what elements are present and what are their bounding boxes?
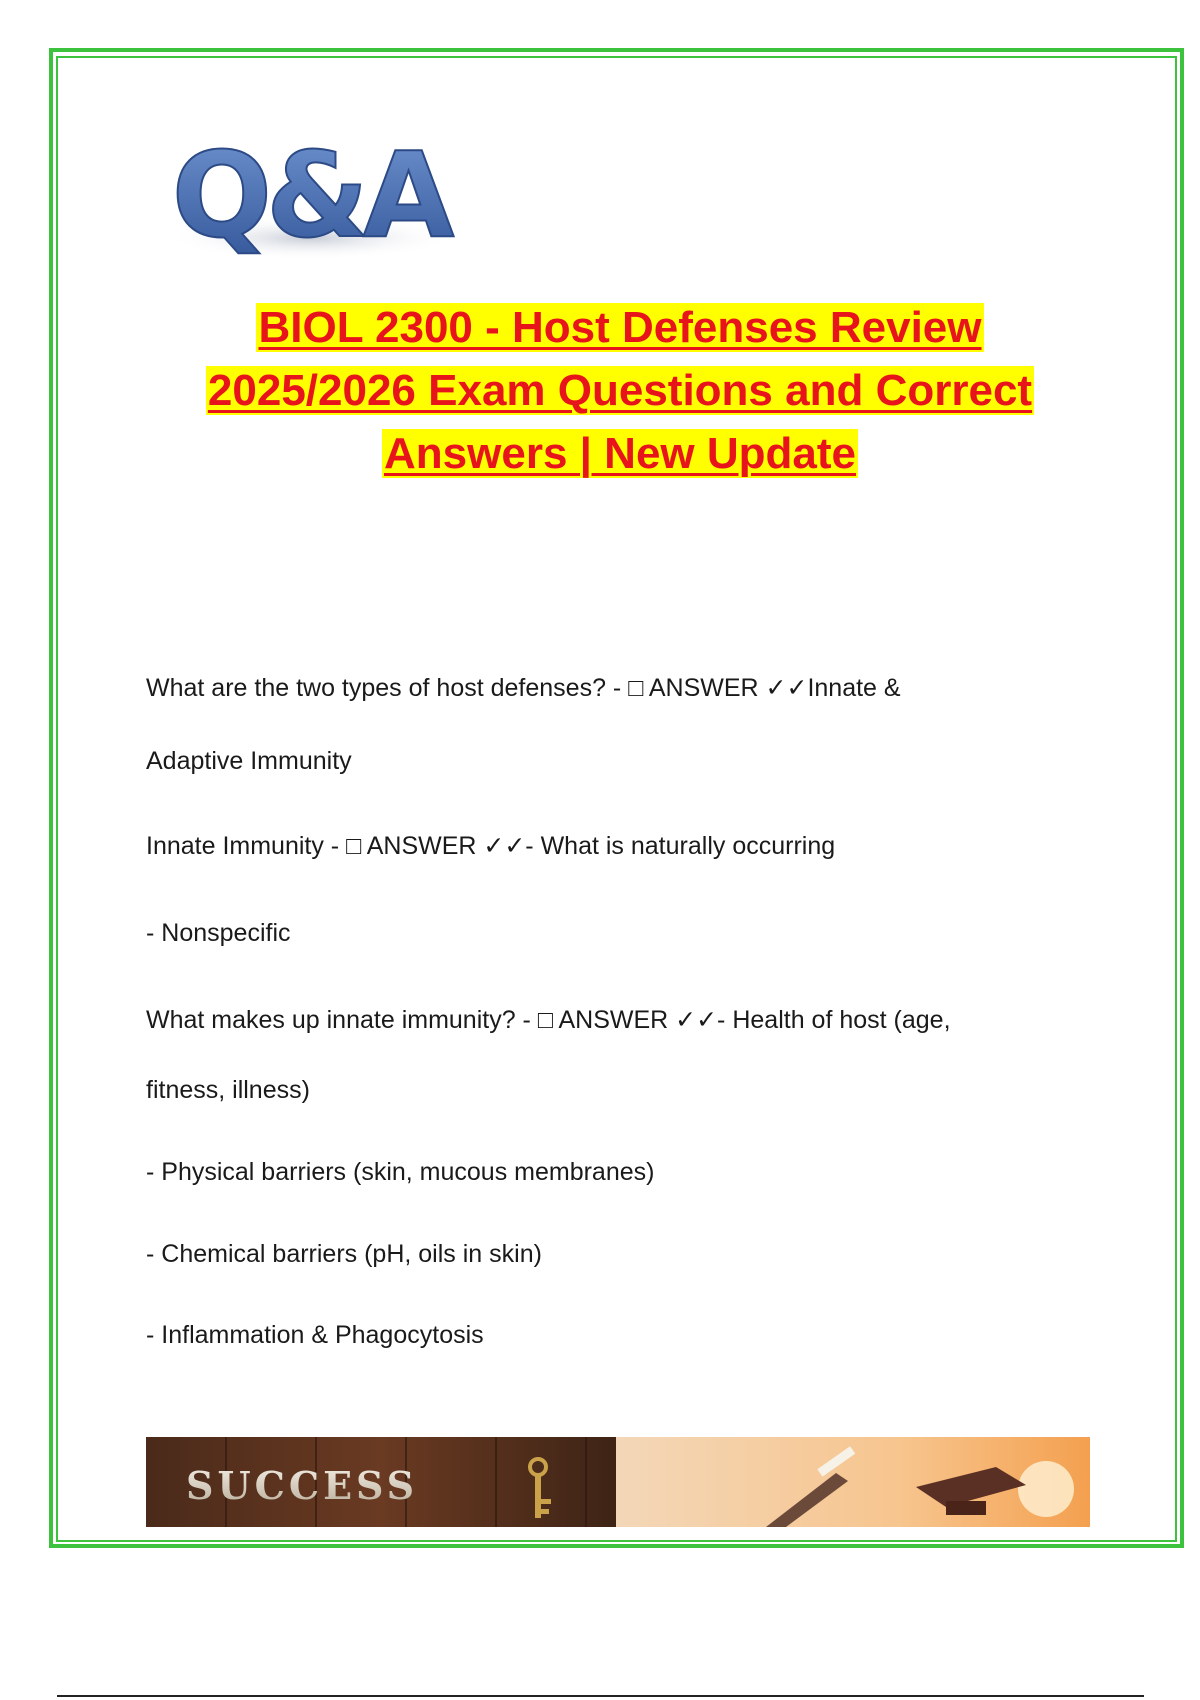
title-line-3: Answers | New Update (384, 429, 856, 478)
qa-line: What makes up innate immunity? - □ ANSWER ✓✓- Health of host (age, (146, 1006, 951, 1034)
document-title (120, 296, 1120, 485)
qa-line: Adaptive Immunity (146, 747, 352, 775)
qa-line: fitness, illness) (146, 1076, 310, 1104)
banner-success-text: SUCCESS (186, 1463, 419, 1508)
qa-line: - Physical barriers (skin, mucous membranes) (146, 1158, 655, 1186)
qa-line: - Nonspecific (146, 919, 291, 947)
qa-line: Innate Immunity - □ ANSWER ✓✓- What is naturally occurring (146, 832, 836, 860)
qa-line: What are the two types of host defenses? - □ ANSWER ✓✓Innate & (146, 674, 901, 702)
logo-text: Q&A (171, 126, 449, 264)
qa-3d-logo-icon (160, 118, 460, 268)
success-banner (146, 1437, 1090, 1527)
footer-divider (57, 1695, 1144, 1697)
title-line-1: BIOL 2300 - Host Defenses Review (258, 303, 982, 352)
qa-line: - Chemical barriers (pH, oils in skin) (146, 1240, 542, 1268)
qa-line: - Inflammation & Phagocytosis (146, 1321, 484, 1349)
title-line-2: 2025/2026 Exam Questions and Correct (207, 366, 1033, 415)
